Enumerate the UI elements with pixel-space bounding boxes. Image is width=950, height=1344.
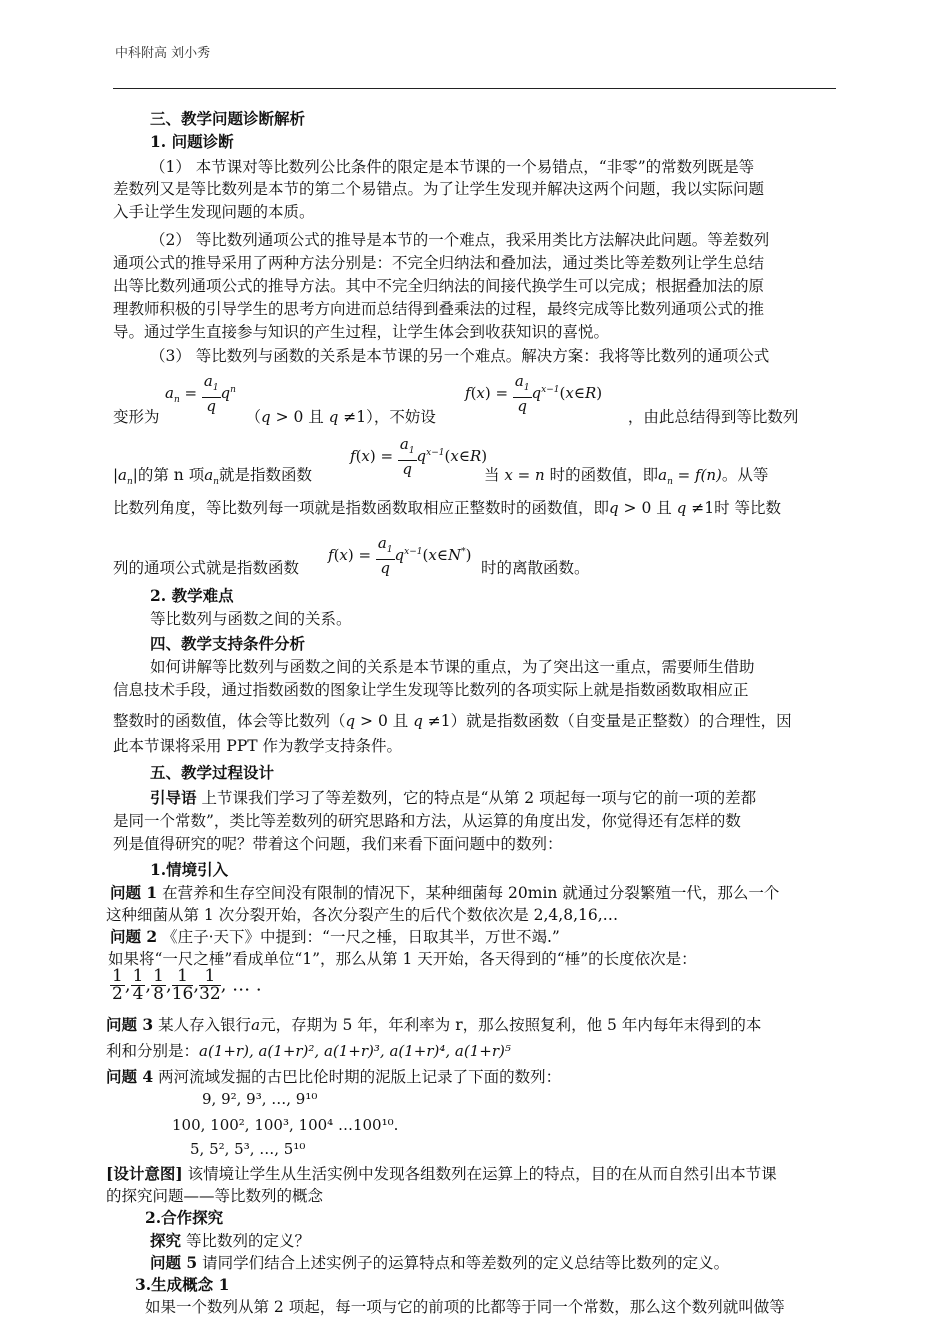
explore-label: 探究 (150, 1231, 182, 1250)
paragraph-2-line: 通项公式的推导采用了两种方法分别是：不完全归纳法和叠加法，通过类比等差数列让学生总结 (113, 254, 765, 272)
paragraph-3-line-e (113, 557, 590, 579)
paragraph-3-line-c: $|a_n|$的第 n 项$a_n$就是指数函数 当 x = n 时的函数值，即$a_n = f(n)$。从等 (113, 466, 769, 487)
explore-line (150, 1230, 310, 1252)
question-1-line-2: 这种细菌从第 1 次分裂开始，各次分裂产生的后代个数依次是 2,4,8,16,… (106, 906, 619, 924)
design-intent-label: [设计意图] (106, 1164, 183, 1183)
text-when: 当 (483, 466, 500, 484)
explore-text: 等比数列的定义？ (181, 1232, 310, 1250)
text-general: 列的通项公式就是指数函数 (113, 559, 300, 577)
section-5-title: 五、教学过程设计 (150, 763, 275, 782)
question-3-line-2 (106, 1040, 511, 1062)
question-3-text-b: 元，存期为 5 年，年利率为 r，那么按照复利，他 5 年内每年末得到的本 (260, 1016, 762, 1034)
design-intent-text: 该情境让学生从生活实例中发现各组数列在运算上的特点，目的在从而自然引出本节课 (182, 1165, 777, 1183)
question-5-text: 请同学们结合上述实例子的运算特点和等差数列的定义总结等比数列的定义。 (197, 1254, 730, 1272)
question-4-label: 问题 4 (106, 1067, 154, 1086)
intro-line: 是同一个常数”，类比等差数列的研究思路和方法，从运算的角度出发，你觉得还有怎样的数 (113, 812, 741, 830)
text-conclude: ，由此总结得到等比数列 (627, 408, 799, 426)
step-2-title: 2.合作探究 (145, 1208, 224, 1227)
support-line-3: 整数时的函数值，体会等比数列（q > 0 且 q ≠1）就是指数函数（自变量是正整数）的合理性，因 (113, 712, 792, 730)
text-from: 。从等 (721, 466, 769, 484)
sequence-5: 5, 5², 5³, …, 5¹⁰ (190, 1140, 306, 1158)
formula-fx-def: f(x) = $\frac{a_1}{q}$ $q^{x-1}(x\in R)$ (465, 372, 603, 415)
question-2-text: 《庄子·天下》中提到：“一尺之棰，日取其半，万世不竭.” (162, 928, 560, 946)
paragraph-2-line: 导。通过学生直接参与知识的产生过程，让学生体会到收获知识的喜悦。 (113, 323, 610, 341)
text-func-value: 时的函数值，即 (549, 466, 659, 484)
support-line: 信息技术手段，通过指数函数的图象让学生发现等比数列的各项实际上就是指数函数取相应正 (113, 681, 749, 699)
question-5-label: 问题 5 (150, 1253, 198, 1272)
text-from-seq: 比数列角度，等比数列每一项就是指数函数取相应正整数时的函数值，即 (113, 499, 610, 517)
intro-line-1 (150, 787, 756, 809)
question-1-text: 在营养和生存空间没有限制的情况下，某种细菌每 20min 就通过分裂繁殖一代，那么一个 (157, 884, 780, 902)
formula-fx-natural: f(x) = $\frac{a_1}{q}$ $q^{x-1}(x\in N^*)$ (328, 534, 472, 577)
subsection-difficulty: 2. 教学难点 (150, 586, 234, 605)
question-1-label: 问题 1 (110, 883, 158, 902)
question-1 (110, 882, 779, 904)
support-text-a: 整数时的函数值，体会等比数列（ (113, 712, 346, 730)
sequence-9: 9, 9², 9³, …, 9¹⁰ (202, 1090, 318, 1108)
text-discrete: 时的离散函数。 (481, 559, 590, 577)
paragraph-3-line-b: 变形为 （q > 0 且 q ≠1），不妨设 ，由此总结得到等比数列 (113, 408, 799, 426)
step-1-title: 1.情境引入 (150, 860, 229, 879)
question-2-label: 问题 2 (110, 927, 158, 946)
paragraph-3-line: （3） 等比数列与函数的关系是本节课的另一个难点。解决方案：我将等比数列的通项公式 (150, 347, 770, 365)
support-line: 此本节课将采用 PPT 作为教学支持条件。 (113, 737, 403, 755)
compound-interest-formula: a(1+r), a(1+r)², a(1+r)³, a(1+r)⁴, a(1+r)⁵ (199, 1042, 511, 1060)
text-transform: 变形为 (113, 408, 160, 426)
paragraph-1-line: 差数列又是等比数列是本节的第二个易错点。为了让学生发现并解决这两个问题，我以实际问题 (113, 180, 765, 198)
question-4 (106, 1066, 561, 1088)
text-let: ，不妨设 (373, 408, 436, 426)
concept-text: 如果一个数列从第 2 项起，每一项与它的前项的比都等于同一个常数，那么这个数列就叫做等 (145, 1298, 785, 1316)
paragraph-3-line-d: 比数列角度，等比数列每一项就是指数函数取相应正整数时的函数值，即q > 0 且 q ≠1时 等比数 (113, 499, 782, 517)
section-4-title: 四、教学支持条件分析 (150, 634, 306, 653)
question-3-text-c: 利和分别是： (106, 1042, 200, 1060)
question-2 (110, 926, 560, 948)
halves-sequence: $\frac{1}{2}$ , $\frac{1}{4}$ , $\frac{1}{8}$ , $\frac{1}{16}$ , $\frac{1}{32}$ , … . (112, 966, 262, 1004)
subsection-problem-diagnosis: 1. 问题诊断 (150, 132, 234, 151)
text-seq: 等比数 (734, 499, 782, 517)
support-text-b: ）就是指数函数（自变量是正整数）的合理性，因 (450, 712, 792, 730)
text-nth-term: 的第 n 项 (137, 466, 205, 484)
question-3-text-a: 某人存入银行 (153, 1016, 252, 1034)
question-5 (150, 1252, 729, 1274)
paragraph-1-line: 入手让学生发现问题的本质。 (113, 203, 315, 221)
support-line: 如何讲解等比数列与函数之间的关系是本节课的重点，为了突出这一重点，需要师生借助 (150, 658, 755, 676)
paragraph-1-line: （1） 本节课对等比数列公比条件的限定是本节课的一个易错点，“非零”的常数列既是等 (150, 158, 755, 176)
section-3-title: 三、教学问题诊断解析 (150, 109, 306, 128)
formula-fx-def-2: f(x) = $\frac{a_1}{q}$ $q^{x-1}(x\in R)$ (350, 435, 488, 478)
design-intent-line-2: 的探究问题——等比数列的概念 (106, 1187, 324, 1205)
intro-line: 列是值得研究的呢？带着这个问题，我们来看下面问题中的数列： (113, 835, 563, 853)
header-author: 中科附高 刘小秀 (115, 46, 211, 61)
paragraph-2-line: （2） 等比数列通项公式的推导是本节的一个难点，我采用类比方法解决此问题。等差数列 (150, 231, 770, 249)
intro-text: 上节课我们学习了等差数列，它的特点是“从第 2 项起每一项与它的前一项的差都 (196, 789, 757, 807)
question-4-text: 两河流域发掘的古巴比伦时期的泥版上记录了下面的数列： (153, 1068, 562, 1086)
question-3-label: 问题 3 (106, 1015, 154, 1034)
step-3-title: 3.生成概念 1 (135, 1275, 230, 1294)
sequence-100: 100, 100², 100³, 100⁴ …100¹⁰. (172, 1116, 399, 1134)
page-header (113, 38, 836, 89)
text-is-exp: 就是指数函数 (218, 466, 312, 484)
paragraph-2-line: 出等比数列通项公式的推导方法。其中不完全归纳法的间接代换学生可以完成；根据叠加法的原 (113, 277, 765, 295)
difficulty-text: 等比数列与函数之间的关系。 (150, 610, 352, 628)
formula-general-term: $a_n$ = $\frac{a_1}{q}$ $q^n$ (165, 372, 236, 415)
intro-label: 引导语 (150, 788, 197, 807)
question-2-line-2: 如果将“一尺之棰”看成单位“1”，那么从第 1 天开始，各天得到的“棰”的长度依次是： (108, 950, 697, 968)
question-3: 问题 3 某人存入银行a元，存期为 5 年，年利率为 r，那么按照复利，他 5 年内每年末得到的本 (106, 1015, 762, 1034)
paragraph-2-line: 理教师积极的引导学生的思考方向进而总结得到叠乘法的过程，最终完成等比数列通项公式的推 (113, 300, 765, 318)
design-intent (106, 1163, 777, 1185)
